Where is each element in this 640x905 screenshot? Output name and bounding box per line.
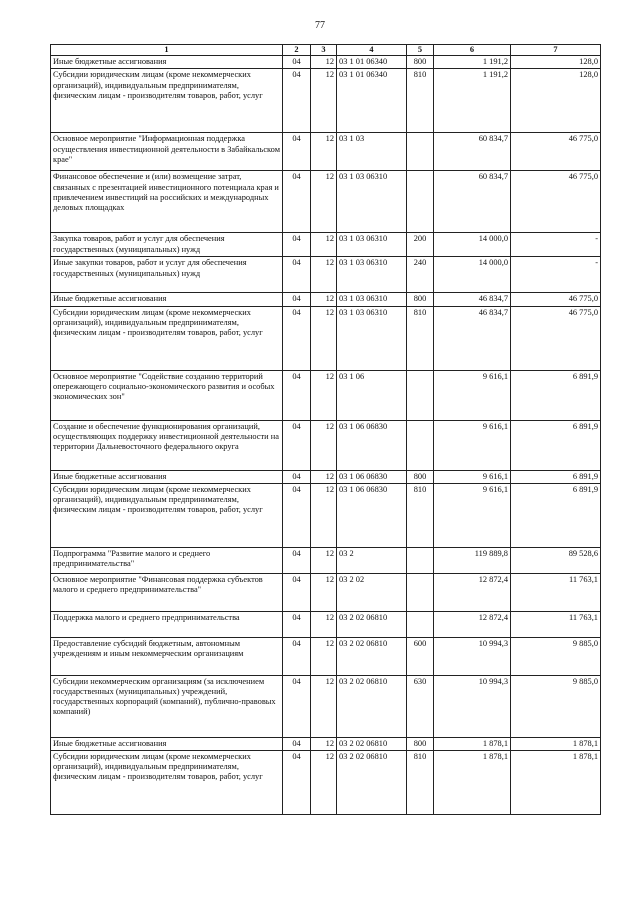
row-name-cell: Иные бюджетные ассигнования <box>51 293 283 306</box>
row-amount-2022-cell: 11 763,1 <box>511 573 601 611</box>
table-row <box>51 420 601 470</box>
row-subsection-cell: 12 <box>311 737 337 750</box>
row-subsection-cell: 12 <box>311 573 337 611</box>
row-expense-type-cell: 800 <box>407 470 434 483</box>
row-section-cell: 04 <box>283 547 311 573</box>
row-amount-2021-cell: 14 000,0 <box>434 233 511 257</box>
row-expense-type-cell: 810 <box>407 483 434 547</box>
table-row <box>51 675 601 737</box>
row-target-article-cell: 03 1 01 06340 <box>337 56 407 69</box>
row-subsection-cell: 12 <box>311 675 337 737</box>
row-section-cell: 04 <box>283 293 311 306</box>
budget-table <box>50 44 601 815</box>
row-name-cell: Предоставление субсидий бюджетным, автономным учреждениям и иным некоммерческим организациям <box>51 637 283 675</box>
table-row <box>51 573 601 611</box>
row-section-cell: 04 <box>283 420 311 470</box>
row-subsection-cell: 12 <box>311 293 337 306</box>
row-amount-2021-cell: 1 191,2 <box>434 69 511 133</box>
table-header-row <box>51 45 601 56</box>
table-row <box>51 637 601 675</box>
row-name-cell: Иные бюджетные ассигнования <box>51 470 283 483</box>
row-expense-type-cell <box>407 611 434 637</box>
row-amount-2021-cell: 9 616,1 <box>434 370 511 420</box>
row-amount-2022-cell: 9 885,0 <box>511 637 601 675</box>
row-amount-2022-cell: 46 775,0 <box>511 171 601 233</box>
row-expense-type-cell <box>407 573 434 611</box>
row-subsection-cell: 12 <box>311 547 337 573</box>
row-section-cell: 04 <box>283 233 311 257</box>
row-subsection-cell: 12 <box>311 637 337 675</box>
row-name-cell: Субсидии юридическим лицам (кроме некоммерческих организаций), индивидуальным предпринимателям, физическим лицам - производителям товаров, работ, услуг <box>51 483 283 547</box>
table-row <box>51 370 601 420</box>
row-amount-2021-cell: 119 889,8 <box>434 547 511 573</box>
row-name-cell: Подпрограмма "Развитие малого и среднего предпринимательства" <box>51 547 283 573</box>
row-name-cell: Субсидии юридическим лицам (кроме некоммерческих организаций), индивидуальным предпринимателям, физическим лицам - производителям товаров, работ, услуг <box>51 751 283 815</box>
header-col-5: 5 <box>407 45 434 56</box>
row-expense-type-cell <box>407 133 434 171</box>
row-section-cell: 04 <box>283 306 311 370</box>
row-section-cell: 04 <box>283 171 311 233</box>
row-amount-2021-cell: 1 878,1 <box>434 751 511 815</box>
row-amount-2021-cell: 46 834,7 <box>434 306 511 370</box>
row-name-cell: Основное мероприятие "Содействие созданию территорий опережающего социально-экономического развития и особых экономических зон" <box>51 370 283 420</box>
row-amount-2022-cell: 6 891,9 <box>511 470 601 483</box>
row-subsection-cell: 12 <box>311 611 337 637</box>
table-row <box>51 293 601 306</box>
row-target-article-cell: 03 2 02 <box>337 573 407 611</box>
row-expense-type-cell: 810 <box>407 306 434 370</box>
row-target-article-cell: 03 1 03 <box>337 133 407 171</box>
row-expense-type-cell: 600 <box>407 637 434 675</box>
row-amount-2022-cell: 1 878,1 <box>511 737 601 750</box>
row-target-article-cell: 03 1 06 <box>337 370 407 420</box>
table-row <box>51 257 601 293</box>
table-row <box>51 483 601 547</box>
row-amount-2021-cell: 9 616,1 <box>434 470 511 483</box>
header-col-1: 1 <box>51 45 283 56</box>
row-expense-type-cell: 800 <box>407 56 434 69</box>
row-expense-type-cell <box>407 547 434 573</box>
row-amount-2022-cell: 128,0 <box>511 56 601 69</box>
table-row <box>51 56 601 69</box>
row-amount-2021-cell: 9 616,1 <box>434 420 511 470</box>
row-target-article-cell: 03 1 06 06830 <box>337 483 407 547</box>
row-subsection-cell: 12 <box>311 470 337 483</box>
row-name-cell: Субсидии юридическим лицам (кроме некоммерческих организаций), индивидуальным предпринимателям, физическим лицам - производителям товаров, работ, услуг <box>51 306 283 370</box>
row-target-article-cell: 03 2 02 06810 <box>337 637 407 675</box>
row-name-cell: Основное мероприятие "Финансовая поддержка субъектов малого и среднего предпринимательства" <box>51 573 283 611</box>
row-name-cell: Создание и обеспечение функционирования организаций, осуществляющих поддержку инвестиционной деятельности на территории Дальневосточного федерального округа <box>51 420 283 470</box>
row-name-cell: Поддержка малого и среднего предпринимательства <box>51 611 283 637</box>
row-subsection-cell: 12 <box>311 257 337 293</box>
row-amount-2022-cell: - <box>511 233 601 257</box>
row-subsection-cell: 12 <box>311 233 337 257</box>
row-amount-2022-cell: 128,0 <box>511 69 601 133</box>
row-section-cell: 04 <box>283 611 311 637</box>
row-expense-type-cell: 810 <box>407 69 434 133</box>
table-row <box>51 737 601 750</box>
row-target-article-cell: 03 2 02 06810 <box>337 751 407 815</box>
page-number: 77 <box>315 20 325 31</box>
row-expense-type-cell: 800 <box>407 293 434 306</box>
row-section-cell: 04 <box>283 257 311 293</box>
row-amount-2022-cell: 9 885,0 <box>511 675 601 737</box>
row-amount-2021-cell: 12 872,4 <box>434 611 511 637</box>
row-subsection-cell: 12 <box>311 370 337 420</box>
row-amount-2021-cell: 9 616,1 <box>434 483 511 547</box>
row-amount-2021-cell: 12 872,4 <box>434 573 511 611</box>
row-section-cell: 04 <box>283 675 311 737</box>
row-target-article-cell: 03 2 02 06810 <box>337 611 407 637</box>
row-section-cell: 04 <box>283 69 311 133</box>
row-section-cell: 04 <box>283 573 311 611</box>
row-name-cell: Иные бюджетные ассигнования <box>51 56 283 69</box>
row-target-article-cell: 03 1 03 06310 <box>337 293 407 306</box>
row-subsection-cell: 12 <box>311 56 337 69</box>
row-expense-type-cell: 630 <box>407 675 434 737</box>
row-target-article-cell: 03 1 03 06310 <box>337 306 407 370</box>
row-amount-2022-cell: - <box>511 257 601 293</box>
row-expense-type-cell <box>407 171 434 233</box>
row-name-cell: Субсидии некоммерческим организациям (за исключением государственных (муниципальных) учреждений, государственных корпораций (компаний), публично-правовых компаний) <box>51 675 283 737</box>
row-amount-2022-cell: 46 775,0 <box>511 293 601 306</box>
table-row <box>51 470 601 483</box>
row-section-cell: 04 <box>283 737 311 750</box>
row-subsection-cell: 12 <box>311 133 337 171</box>
row-subsection-cell: 12 <box>311 69 337 133</box>
header-col-4: 4 <box>337 45 407 56</box>
row-name-cell: Субсидии юридическим лицам (кроме некоммерческих организаций), индивидуальным предпринимателям, физическим лицам - производителям товаров, работ, услуг <box>51 69 283 133</box>
row-expense-type-cell: 240 <box>407 257 434 293</box>
row-subsection-cell: 12 <box>311 420 337 470</box>
row-amount-2021-cell: 14 000,0 <box>434 257 511 293</box>
header-col-2: 2 <box>283 45 311 56</box>
table-row <box>51 751 601 815</box>
row-section-cell: 04 <box>283 370 311 420</box>
row-amount-2022-cell: 46 775,0 <box>511 133 601 171</box>
row-target-article-cell: 03 1 06 06830 <box>337 470 407 483</box>
row-section-cell: 04 <box>283 751 311 815</box>
row-target-article-cell: 03 2 02 06810 <box>337 737 407 750</box>
row-amount-2022-cell: 89 528,6 <box>511 547 601 573</box>
header-col-3: 3 <box>311 45 337 56</box>
row-amount-2021-cell: 1 878,1 <box>434 737 511 750</box>
row-amount-2021-cell: 1 191,2 <box>434 56 511 69</box>
row-expense-type-cell: 800 <box>407 737 434 750</box>
row-subsection-cell: 12 <box>311 483 337 547</box>
table-row <box>51 547 601 573</box>
row-expense-type-cell <box>407 420 434 470</box>
row-target-article-cell: 03 2 <box>337 547 407 573</box>
header-col-7: 7 <box>511 45 601 56</box>
row-section-cell: 04 <box>283 637 311 675</box>
row-name-cell: Иные закупки товаров, работ и услуг для обеспечения государственных (муниципальных) нужд <box>51 257 283 293</box>
row-expense-type-cell <box>407 370 434 420</box>
row-amount-2021-cell: 60 834,7 <box>434 133 511 171</box>
row-section-cell: 04 <box>283 56 311 69</box>
row-target-article-cell: 03 1 03 06310 <box>337 171 407 233</box>
row-amount-2022-cell: 46 775,0 <box>511 306 601 370</box>
row-subsection-cell: 12 <box>311 306 337 370</box>
row-subsection-cell: 12 <box>311 751 337 815</box>
row-amount-2022-cell: 6 891,9 <box>511 420 601 470</box>
table-row <box>51 69 601 133</box>
row-subsection-cell: 12 <box>311 171 337 233</box>
row-expense-type-cell: 810 <box>407 751 434 815</box>
table-row <box>51 306 601 370</box>
row-section-cell: 04 <box>283 483 311 547</box>
row-amount-2021-cell: 10 994,3 <box>434 637 511 675</box>
row-amount-2021-cell: 10 994,3 <box>434 675 511 737</box>
row-amount-2021-cell: 46 834,7 <box>434 293 511 306</box>
row-section-cell: 04 <box>283 470 311 483</box>
table-row <box>51 133 601 171</box>
header-col-6: 6 <box>434 45 511 56</box>
table-row <box>51 611 601 637</box>
row-expense-type-cell: 200 <box>407 233 434 257</box>
row-amount-2022-cell: 6 891,9 <box>511 483 601 547</box>
row-amount-2022-cell: 1 878,1 <box>511 751 601 815</box>
row-target-article-cell: 03 1 06 06830 <box>337 420 407 470</box>
row-name-cell: Закупка товаров, работ и услуг для обеспечения государственных (муниципальных) нужд <box>51 233 283 257</box>
row-target-article-cell: 03 1 03 06310 <box>337 233 407 257</box>
table-row <box>51 233 601 257</box>
row-target-article-cell: 03 1 03 06310 <box>337 257 407 293</box>
row-name-cell: Иные бюджетные ассигнования <box>51 737 283 750</box>
row-amount-2022-cell: 11 763,1 <box>511 611 601 637</box>
row-amount-2021-cell: 60 834,7 <box>434 171 511 233</box>
row-target-article-cell: 03 2 02 06810 <box>337 675 407 737</box>
row-target-article-cell: 03 1 01 06340 <box>337 69 407 133</box>
row-section-cell: 04 <box>283 133 311 171</box>
row-name-cell: Основное мероприятие "Информационная поддержка осуществления инвестиционной деятельности в Забайкальском крае" <box>51 133 283 171</box>
row-amount-2022-cell: 6 891,9 <box>511 370 601 420</box>
row-name-cell: Финансовое обеспечение и (или) возмещение затрат, связанных с презентацией инвестиционного потенциала края и привлечением инвестиций на российских и международных деловых площадках <box>51 171 283 233</box>
table-row <box>51 171 601 233</box>
